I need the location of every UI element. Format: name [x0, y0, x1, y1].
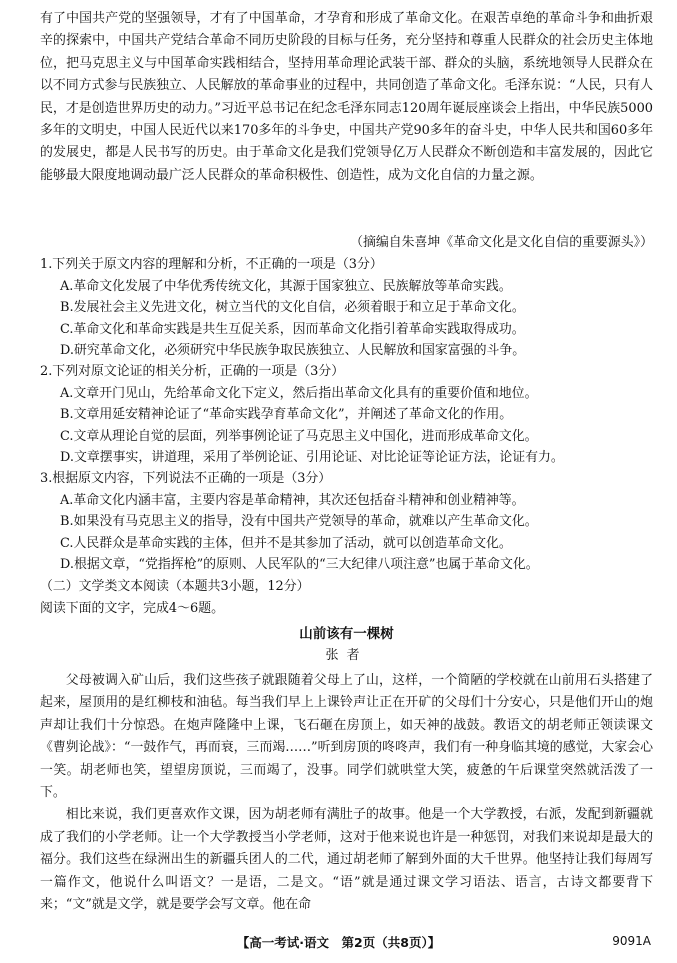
question-option: B.如果没有马克思主义的指导，没有中国共产党领导的革命，就难以产生革命文化。	[60, 514, 538, 529]
section-2-heading: （二）文学类文本阅读（本题共3小题，12分）	[40, 579, 310, 594]
question-option: C.革命文化和革命实践是共生互促关系，因而革命文化指引着革命实践取得成功。	[60, 321, 525, 337]
question-option: B.文章用延安精神论证了“革命实践孕育革命文化”，并阐述了革命文化的作用。	[60, 407, 513, 422]
question-option: D.文章摆事实，讲道理，采用了举例论证、引用论证、对比论证等论证方法，论证有力。	[60, 450, 564, 465]
question-option: A.革命文化发展了中华优秀传统文化，其源于国家独立、民族解放等革命实践。	[60, 278, 512, 294]
page-footer	[0, 933, 677, 955]
question-3	[40, 468, 653, 576]
question-stem: 3.根据原文内容，下列说法不正确的一项是（3分）	[40, 471, 332, 486]
question-2	[40, 361, 653, 469]
story-paragraph: 相比来说，我们更喜欢作文课，因为胡老师有满肚子的故事。他是一个大学教授，右派，发配到新疆就成了我们的小学老师。让一个大学教授当小学老师，这对于他来说也许是一种惩罚，对我们来说却是最大的福分。我们这些在绿洲出生的新疆兵团人的二代，通过胡老师了解到外面的大千世界。他坚持让我们每周写一篇作文，他说什么叫语文？一是语，二是文。“语”就是通过课文学习语法、语言，古诗文都要背下来；“文”就是文学，就是要学会写文章。他在命	[40, 807, 653, 913]
question-option: C.文章从理论自觉的层面，列举事例论证了马克思主义中国化，进而形成革命文化。	[60, 428, 538, 444]
story-title: 山前该有一棵树	[299, 626, 394, 642]
question-option: D.研究革命文化，必须研究中华民族争取民族独立、人民解放和国家富强的斗争。	[60, 343, 526, 358]
question-option: A.文章开门见山，先给革命文化下定义，然后指出革命文化具有的重要价值和地位。	[60, 385, 538, 401]
passage-1	[40, 8, 653, 187]
question-stem: 2.下列对原文论证的相关分析，正确的一项是（3分）	[40, 364, 345, 379]
question-1	[40, 254, 653, 362]
passage-1-source: （摘编自朱喜坤《革命文化是文化自信的重要源头》）	[350, 235, 653, 250]
story-body	[40, 670, 653, 916]
passage-1-paragraph: 有了中国共产党的坚强领导，才有了中国革命，才孕育和形成了革命文化。在艰苦卓绝的革命斗争和曲折艰辛的探索中，中国共产党结合革命不同历史阶段的目标与任务，充分坚持和尊重人民群众的社会历史主体地位，把马克思主义与中国革命实践相结合，坚持用革命理论武装干部、群众的头脑，系统地领导人民群众在以不同方式参与民族独立、人民解放的革命事业的过程中，共同创造了革命文化。毛泽东说：“人民，只有人民，才是创造世界历史的动力。”习近平总书记在纪念毛泽东同志120周年诞辰座谈会上指出，中华民族5000多年的文明史，中国人民近代以来170多年的斗争史，中国共产党90多年的奋斗史，中华人民共和国60多年的发展史，都是人民书写的历史。由于革命文化是我们党领导亿万人民群众不断创造和丰富发展的，因此它能够最大限度地调动最广泛人民群众的革命积极性、创造性，成为文化自信的力量之源。	[40, 11, 653, 183]
question-stem: 1.下列关于原文内容的理解和分析，不正确的一项是（3分）	[40, 257, 383, 272]
story-paragraph: 父母被调入矿山后，我们这些孩子就跟随着父母上了山，这样，一个简陋的学校就在山前用石头搭建了起来，屋顶用的是红柳枝和油毡。每当我们早上上课铃声让正在开矿的父母们十分安心，只是他们开山的炮声却让我们十分惊恐。在炮声隆隆中上课，飞石砸在房顶上，如天神的战鼓。教语文的胡老师正领读课文《曹刿论战》：“一鼓作气，再而衰，三而竭……”听到房顶的咚咚声，我们有一种身临其境的感觉，大家会心一笑。胡老师也笑，望望房顶说，三而竭了，没事。同学们就哄堂大笑，疲惫的午后课堂突然就活泼了一下。	[40, 673, 653, 801]
question-option: C.人民群众是革命实践的主体，但并不是其参加了活动，就可以创造革命文化。	[60, 535, 512, 551]
footer-label: 【高一考试·语文 第2页（共8页）】	[236, 935, 441, 950]
question-option: D.根据文章，“党指挥枪”的原则、人民军队的“三大纪律八项注意”也属于革命文化。	[60, 557, 539, 572]
question-option: A.革命文化内涵丰富，主要内容是革命精神，其次还包括奋斗精神和创业精神等。	[60, 492, 525, 508]
question-option: B.发展社会主义先进文化，树立当代的文化自信，必须着眼于和立足于革命文化。	[60, 300, 525, 315]
story-author: 张者	[325, 648, 368, 663]
section-2-instruction: 阅读下面的文字，完成4～6题。	[40, 601, 224, 616]
footer-code: 9091A	[612, 934, 651, 948]
